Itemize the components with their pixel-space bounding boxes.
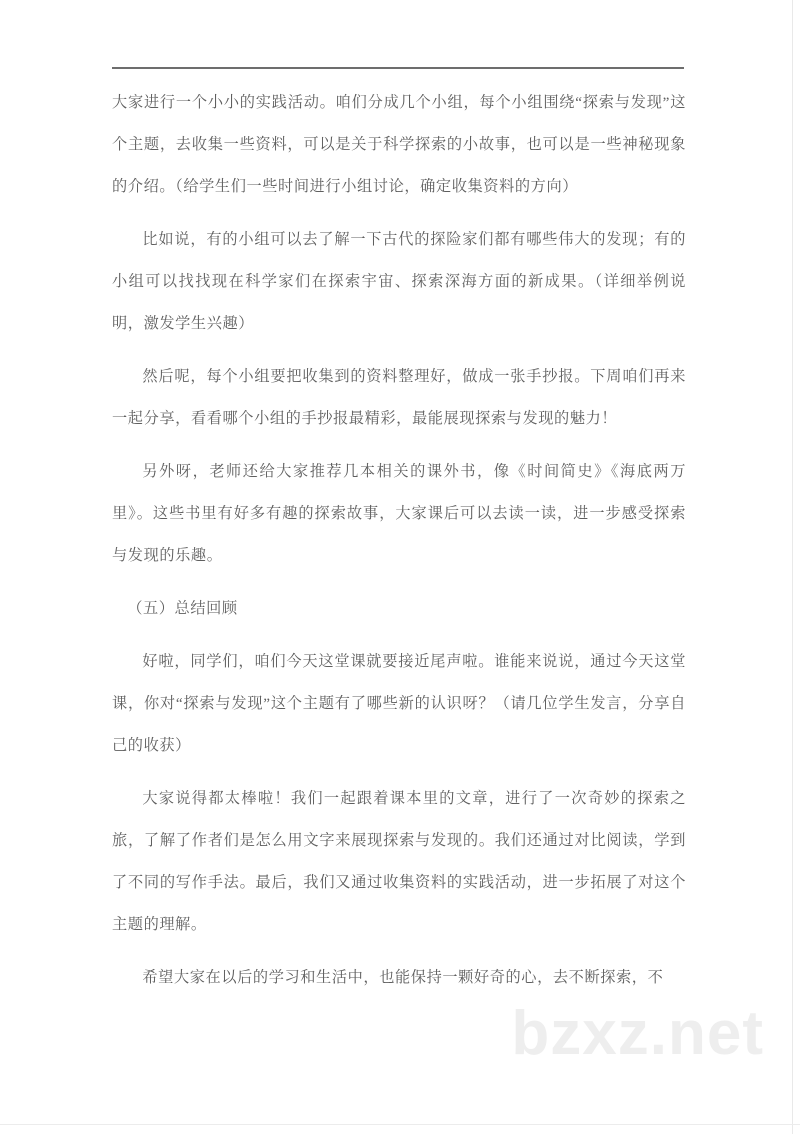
page-edge-right [792,0,793,1134]
paragraph-recommended-books: 另外呀，老师还给大家推荐几本相关的课外书，像《时间简史》《海底两万里》。这些书里有好多有趣的探索故事，大家课后可以去读一读，进一步感受探索与发现的乐趣。 [112,463,686,564]
paragraph-handwritten-newspaper: 然后呢，每个小组要把收集到的资料整理好，做成一张手抄报。下周咱们再来一起分享，看看哪个小组的手抄报最精彩，最能展现探索与发现的魅力！ [112,368,686,427]
paragraph-practice-activity: 大家进行一个小小的实践活动。咱们分成几个小组，每个小组围绕“探索与发现”这个主题，去收集一些资料，可以是关于科学探索的小故事，也可以是一些神秘现象的介绍。（给学生们一些时间进行小组讨论，确定收集资料的方向） [112,94,686,195]
header-horizontal-rule [112,67,684,69]
paragraph-summary-journey: 大家说得都太棒啦！我们一起跟着课本里的文章，进行了一次奇妙的探索之旅，了解了作者们是怎么用文字来展现探索与发现的。我们还通过对比阅读，学到了不同的写作手法。最后，我们又通过收集资料的实践活动，进一步拓展了对这个主题的理解。 [112,790,686,933]
paragraph-closing-wish: 希望大家在以后的学习和生活中，也能保持一颗好奇的心，去不断探索，不 [142,969,664,986]
page-edge-bottom [0,1124,800,1125]
site-watermark: bzxz.net [511,999,764,1068]
section-heading-five: （五）总结回顾 [127,600,238,617]
paragraph-class-wrapup: 好啦，同学们，咱们今天这堂课就要接近尾声啦。谁能来说说，通过今天这堂课，你对“探索与发现”这个主题有了哪些新的认识呀？（请几位学生发言，分享自己的收获） [112,653,686,754]
document-body [112,82,686,999]
paragraph-example-groups: 比如说，有的小组可以去了解一下古代的探险家们都有哪些伟大的发现；有的小组可以找找现在科学家们在探索宇宙、探索深海方面的新成果。（详细举例说明，激发学生兴趣） [112,231,686,332]
